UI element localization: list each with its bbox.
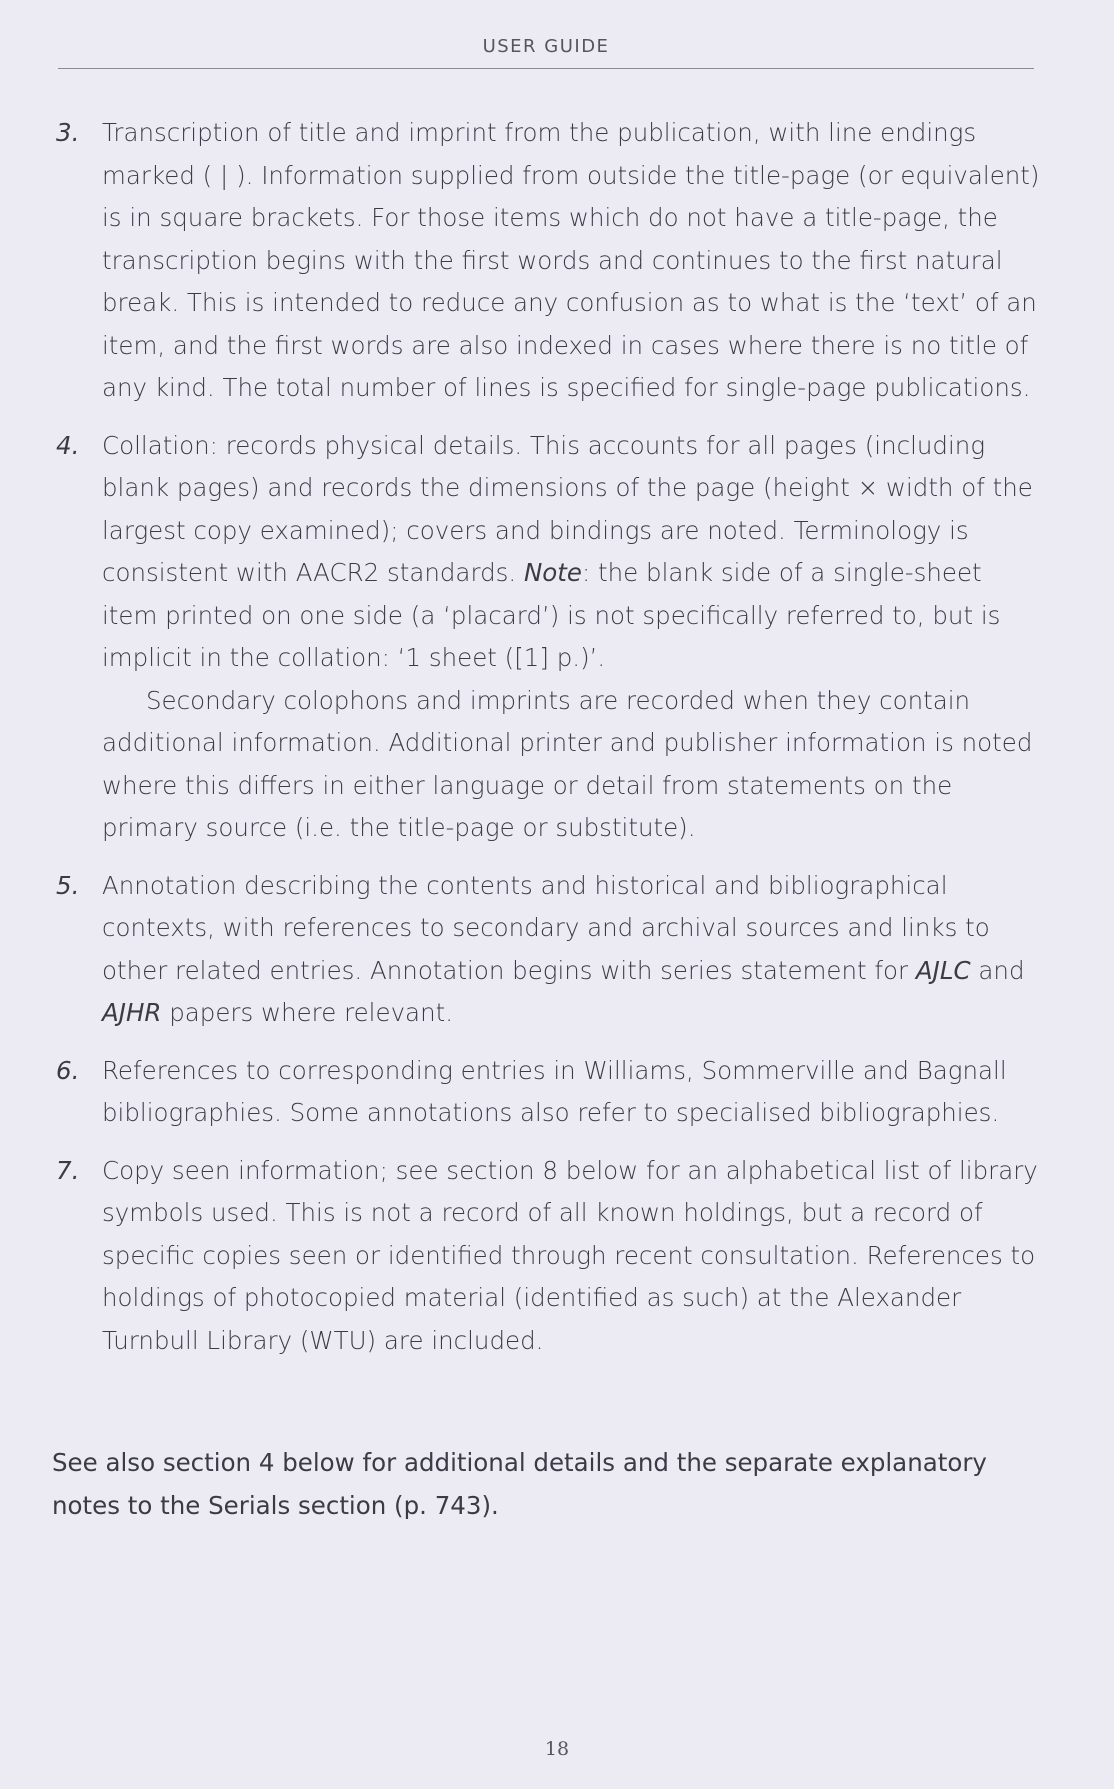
item-paragraph: Copy seen information; see section 8 below for an alphabetical list of library symbols used. This is not a record of all known holdings, but a record of specific copies seen or identified through recent consultation. References to holdings of photocopied material (identified as such) at the Alexander Turnbull Library (WTU) are included. [102, 1155, 1038, 1355]
item-number: 4. [56, 430, 80, 460]
text-run: Annotation describing the contents and historical and bibliographical contexts, with references to secondary and archival sources and links to other related entries. Annotation begins with series statement for [102, 870, 990, 985]
text-run: Collation: records physical details. This accounts for all pages (including blank pages) and records the dimensions of the page (height × width of the largest copy examined); covers and bindings are noted. Terminology is consistent with AACR2 standards. [102, 430, 1033, 587]
item-paragraph [102, 865, 1040, 1035]
item-number: 7. [56, 1155, 80, 1185]
list-item-7 [50, 1150, 1040, 1363]
page-number: 18 [544, 1738, 570, 1760]
numbered-list [50, 112, 1040, 1377]
list-item-4 [50, 425, 1040, 850]
closing-note: See also section 4 below for additional details and the separate explanatory notes to the Serials section (p. 743). [52, 1448, 987, 1520]
running-header: USER GUIDE [58, 34, 1034, 69]
emphasis-note: Note [523, 558, 582, 587]
text-run: papers where relevant. [161, 998, 453, 1027]
item-number: 6. [56, 1055, 80, 1085]
list-item-5 [50, 865, 1040, 1035]
text-run: : the blank side of a single-sheet item printed on one side (a ‘placard’) is not specifically referred to, but is implicit in the collation: ‘1 sheet ([1] p.)’. [102, 558, 1001, 672]
item-paragraph [102, 425, 1040, 680]
emphasis-ajlc: AJLC [915, 955, 971, 985]
item-paragraph: References to corresponding entries in Williams, Sommerville and Bagnall bibliographies. Some annotations also refer to specialised bibliographies. [102, 1055, 1007, 1127]
list-item-6 [50, 1050, 1040, 1135]
list-item-3 [50, 112, 1040, 410]
item-paragraph: Transcription of title and imprint from the publication, with line endings marked ( | ). Information supplied from outside the title-page (or equivalent) is in square brackets. For those items which do not have a title-page, the transcription begins with the first words and continues to the first natural break. This is intended to reduce any confusion as to what is the ‘text’ of an item, and the first words are also indexed in cases where there is no title of any kind. The total number of lines is specified for single-page publications. [102, 118, 1040, 402]
text-run: and [970, 955, 1025, 985]
emphasis-ajhr: AJHR [102, 998, 162, 1027]
item-number: 5. [56, 870, 80, 900]
item-number: 3. [56, 118, 80, 147]
item-paragraph-secondary: Secondary colophons and imprints are recorded when they contain additional information. Additional printer and publisher information is noted where this differs in either language or detail from statements on the primary source (i.e. the title-page or substitute). [102, 685, 1033, 842]
